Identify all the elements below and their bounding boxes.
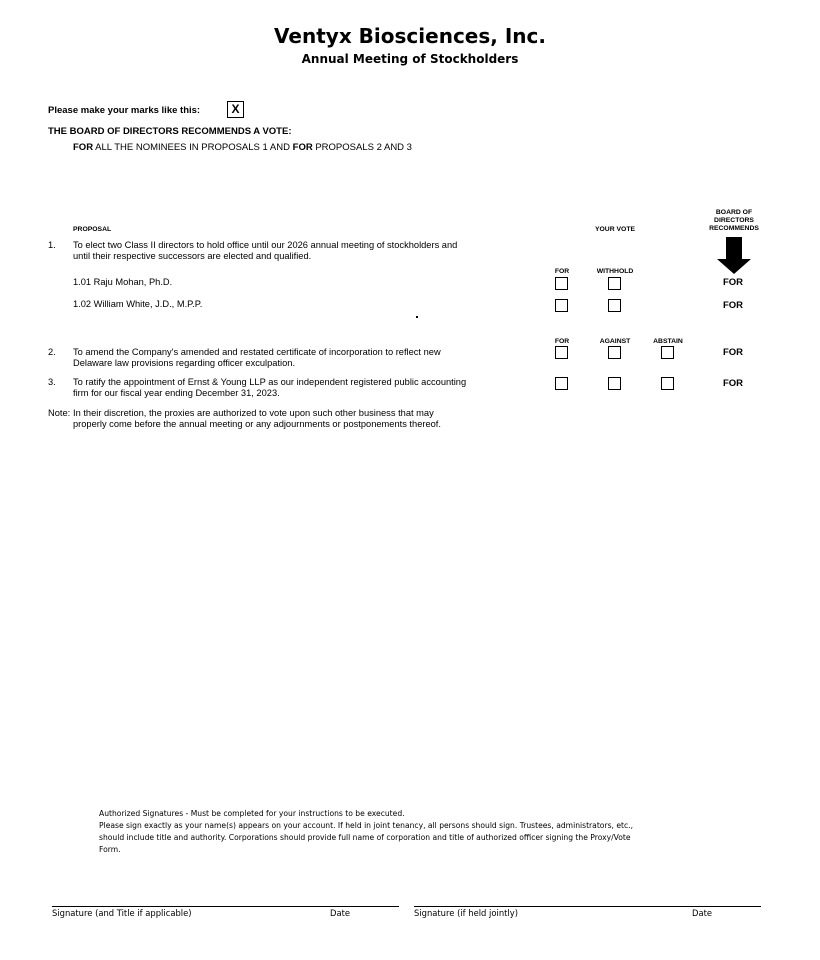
rec-text-2: PROPOSALS 2 AND 3: [312, 142, 412, 153]
board-recommends-column-header: [699, 209, 769, 233]
proposal-3-line-2: firm for our fiscal year ending December 31, 2023.: [73, 388, 280, 398]
note-label: Note:: [48, 408, 71, 418]
proposal-3-number: 3.: [48, 377, 56, 387]
down-arrow-icon: [716, 237, 752, 275]
sig-instruction-line-4: Form.: [99, 845, 121, 854]
your-vote-column-header: YOUR VOTE: [594, 226, 636, 233]
against-column-label: AGAINST: [599, 338, 631, 345]
board-recommends-heading: THE BOARD OF DIRECTORS RECOMMENDS A VOTE:: [48, 126, 292, 137]
signature-1-label: Signature (and Title if applicable): [52, 908, 192, 918]
board-rec-line-2: DIRECTORS: [714, 217, 754, 224]
marks-instruction: Please make your marks like this:: [48, 105, 201, 116]
board-rec-line-1: BOARD OF: [715, 209, 753, 216]
proposal-3-text: [73, 377, 466, 399]
proposal-2-for-checkbox[interactable]: [555, 346, 568, 359]
proposal-2-text: [73, 347, 441, 369]
proposal-1-line-2: until their respective successors are elected and qualified.: [73, 251, 312, 261]
board-recommendation-summary: [73, 142, 412, 153]
signature-1-date-label: Date: [330, 908, 351, 918]
nominee-2-for-checkbox[interactable]: [555, 299, 568, 312]
proposal-1-text: [73, 240, 457, 262]
withhold-column-label: WITHHOLD: [596, 268, 634, 275]
signature-1-line[interactable]: [52, 906, 399, 907]
meeting-title: Annual Meeting of Stockholders: [301, 52, 519, 66]
signature-2-date-label: Date: [692, 908, 713, 918]
proposal-1-number: 1.: [48, 240, 56, 250]
for-column-label-p1: FOR: [554, 268, 570, 275]
proposal-2-abstain-checkbox[interactable]: [661, 346, 674, 359]
nominee-1-label: 1.01 Raju Mohan, Ph.D.: [73, 277, 173, 287]
sig-instruction-line-2: Please sign exactly as your name(s) appears on your account. If held in joint tenancy, all persons should sign. Trustees, administrators, etc.,: [99, 821, 634, 830]
sig-instruction-line-3: should include title and authority. Corporations should provide full name of corporation and title of authorized officer signing the Proxy/Vote: [99, 833, 631, 842]
rec-for-2: FOR: [292, 142, 313, 153]
signature-2-line[interactable]: [414, 906, 761, 907]
mark-example-box: X: [227, 101, 244, 118]
for-column-label-p2: FOR: [554, 338, 570, 345]
proposal-3-abstain-checkbox[interactable]: [661, 377, 674, 390]
nominee-2-recommendation: FOR: [722, 300, 744, 311]
nominee-1-for-checkbox[interactable]: [555, 277, 568, 290]
proposal-3-line-1: To ratify the appointment of Ernst & Young LLP as our independent registered public accounting: [73, 377, 467, 387]
nominee-2-withhold-checkbox[interactable]: [608, 299, 621, 312]
proposal-1-line-1: To elect two Class II directors to hold office until our 2026 annual meeting of stockholders and: [73, 240, 458, 250]
note-text: [73, 408, 441, 430]
abstain-column-label: ABSTAIN: [653, 338, 683, 345]
nominee-2-label: 1.02 William White, J.D., M.P.P.: [73, 299, 203, 309]
rec-for-1: FOR: [73, 142, 94, 153]
stray-dot: [416, 316, 418, 318]
signature-2-label: Signature (if held jointly): [414, 908, 518, 918]
proposal-3-for-checkbox[interactable]: [555, 377, 568, 390]
proposal-3-recommendation: FOR: [722, 378, 744, 389]
nominee-1-recommendation: FOR: [722, 277, 744, 288]
sig-instruction-line-1: Authorized Signatures - Must be completed for your instructions to be executed.: [99, 809, 405, 818]
board-rec-line-3: RECOMMENDS: [709, 225, 759, 232]
signature-instructions: [99, 808, 633, 856]
note-line-2: properly come before the annual meeting or any adjournments or postponements thereof.: [73, 419, 441, 429]
note-line-1: In their discretion, the proxies are authorized to vote upon such other business that may: [73, 408, 434, 418]
proposal-2-number: 2.: [48, 347, 56, 357]
proposal-2-recommendation: FOR: [722, 347, 744, 358]
proposal-column-header: PROPOSAL: [73, 226, 112, 233]
proposal-2-line-2: Delaware law provisions regarding officer exculpation.: [73, 358, 296, 368]
rec-text-1: ALL THE NOMINEES IN PROPOSALS 1 AND: [93, 142, 293, 153]
proposal-3-against-checkbox[interactable]: [608, 377, 621, 390]
proposal-2-line-1: To amend the Company's amended and restated certificate of incorporation to reflect new: [73, 347, 441, 357]
company-name: Ventyx Biosciences, Inc.: [274, 24, 546, 48]
proposal-2-against-checkbox[interactable]: [608, 346, 621, 359]
nominee-1-withhold-checkbox[interactable]: [608, 277, 621, 290]
